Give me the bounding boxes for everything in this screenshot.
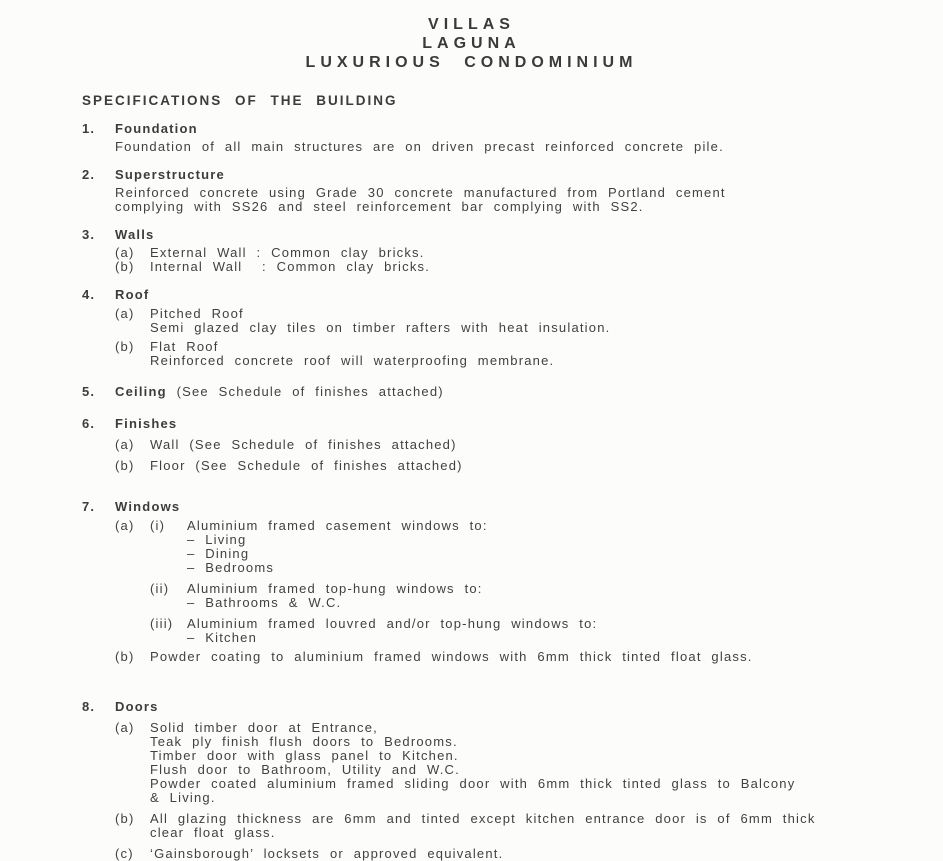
item-label: (a) xyxy=(115,306,135,321)
text-line: Semi glazed clay tiles on timber rafters with heat insulation. xyxy=(150,320,611,335)
text-line: Reinforced concrete roof will waterproofing membrane. xyxy=(150,353,555,368)
section-title: Finishes xyxy=(115,416,178,431)
section-number: 4. xyxy=(82,287,96,302)
list-item xyxy=(115,340,915,368)
item-label: (a) xyxy=(115,518,135,533)
text-line: Aluminium framed casement windows to: xyxy=(187,518,488,533)
section-number: 1. xyxy=(82,121,96,136)
list-item xyxy=(115,721,915,805)
dash-line: – Bedrooms xyxy=(187,560,275,575)
list-item xyxy=(115,438,915,452)
section-number: 2. xyxy=(82,167,96,182)
dash-line: – Bathrooms & W.C. xyxy=(187,595,342,610)
text-line: Flat Roof xyxy=(150,339,219,354)
item-label: (b) xyxy=(115,458,135,473)
text-line: & Living. xyxy=(150,790,216,805)
text-line: Pitched Roof xyxy=(150,306,244,321)
text-line: Timber door with glass panel to Kitchen. xyxy=(150,748,459,763)
section-title-text: Ceiling xyxy=(115,384,167,399)
text-line: Wall (See Schedule of finishes attached) xyxy=(150,437,457,452)
section-number: 8. xyxy=(82,699,96,714)
section-title xyxy=(115,385,915,399)
item-label: (a) xyxy=(115,245,135,260)
section-title: Doors xyxy=(115,699,159,714)
section-title-note: (See Schedule of finishes attached) xyxy=(176,384,444,399)
dash-line: – Living xyxy=(187,532,247,547)
list-item xyxy=(115,459,915,473)
text-line: Aluminium framed top-hung windows to: xyxy=(187,581,483,596)
text-line: clear float glass. xyxy=(150,825,276,840)
item-label: (a) xyxy=(115,720,135,735)
text-line: Reinforced concrete using Grade 30 concrete manufactured from Portland cement xyxy=(115,185,726,200)
section-ceiling xyxy=(82,385,915,403)
dash-line: – Kitchen xyxy=(187,630,258,645)
roman-subitem xyxy=(150,617,915,645)
item-label: (b) xyxy=(115,649,135,664)
text-line: Powder coated aluminium framed sliding door with 6mm thick tinted glass to Balcony xyxy=(150,776,796,791)
text-line: Foundation of all main structures are on driven precast reinforced concrete pile. xyxy=(115,139,724,154)
text-line: Teak ply finish flush doors to Bedrooms. xyxy=(150,734,458,749)
text-line: Flush door to Bathroom, Utility and W.C. xyxy=(150,762,460,777)
list-item xyxy=(115,519,915,645)
section-number: 3. xyxy=(82,227,96,242)
section-foundation xyxy=(82,122,915,154)
section-title: Windows xyxy=(115,499,181,514)
text-line: Aluminium framed louvred and/or top-hung windows to: xyxy=(187,616,598,631)
section-title: Superstructure xyxy=(115,167,225,182)
section-title: Foundation xyxy=(115,121,198,136)
section-windows xyxy=(82,500,915,664)
section-doors xyxy=(82,700,915,861)
list-item xyxy=(115,246,915,260)
text-line: Solid timber door at Entrance, xyxy=(150,720,378,735)
section-finishes xyxy=(82,417,915,473)
text-line: ‘Gainsborough’ locksets or approved equivalent. xyxy=(150,846,504,861)
subitem-label: (ii) xyxy=(150,581,170,596)
item-label: (b) xyxy=(115,811,135,826)
doc-title-line-1: VILLAS xyxy=(428,16,515,33)
item-label: (a) xyxy=(115,437,135,452)
section-number: 6. xyxy=(82,416,96,431)
text-line: complying with SS26 and steel reinforcement bar complying with SS2. xyxy=(115,199,644,214)
spec-heading: SPECIFICATIONS OF THE BUILDING xyxy=(82,93,398,108)
section-number: 7. xyxy=(82,499,96,514)
section-walls xyxy=(82,228,915,274)
doc-title-line-3: LUXURIOUS CONDOMINIUM xyxy=(305,54,638,71)
list-item xyxy=(115,307,915,335)
dash-line: – Dining xyxy=(187,546,250,561)
section-superstructure xyxy=(82,168,915,214)
section-title: Roof xyxy=(115,287,150,302)
list-item xyxy=(115,260,915,274)
document-body xyxy=(0,93,943,861)
text-line: Powder coating to aluminium framed windows with 6mm thick tinted float glass. xyxy=(150,649,753,664)
text-line: Internal Wall : Common clay bricks. xyxy=(150,259,431,274)
item-label: (c) xyxy=(115,846,134,861)
item-label: (b) xyxy=(115,259,135,274)
doc-title xyxy=(0,0,943,72)
section-title: Walls xyxy=(115,227,155,242)
section-roof xyxy=(82,288,915,368)
subitem-label: (i) xyxy=(150,518,166,533)
list-item xyxy=(115,650,915,664)
item-label: (b) xyxy=(115,339,135,354)
text-line: All glazing thickness are 6mm and tinted except kitchen entrance door is of 6mm thick xyxy=(150,811,816,826)
list-item xyxy=(115,812,915,840)
subitem-label: (iii) xyxy=(150,616,174,631)
section-number: 5. xyxy=(82,384,96,399)
roman-subitem xyxy=(150,519,915,575)
doc-title-line-2: LAGUNA xyxy=(422,35,521,52)
roman-subitem xyxy=(150,582,915,610)
list-item xyxy=(115,847,915,861)
spec-sections xyxy=(82,122,915,861)
text-line: External Wall : Common clay bricks. xyxy=(150,245,425,260)
text-line: Floor (See Schedule of finishes attached) xyxy=(150,458,463,473)
